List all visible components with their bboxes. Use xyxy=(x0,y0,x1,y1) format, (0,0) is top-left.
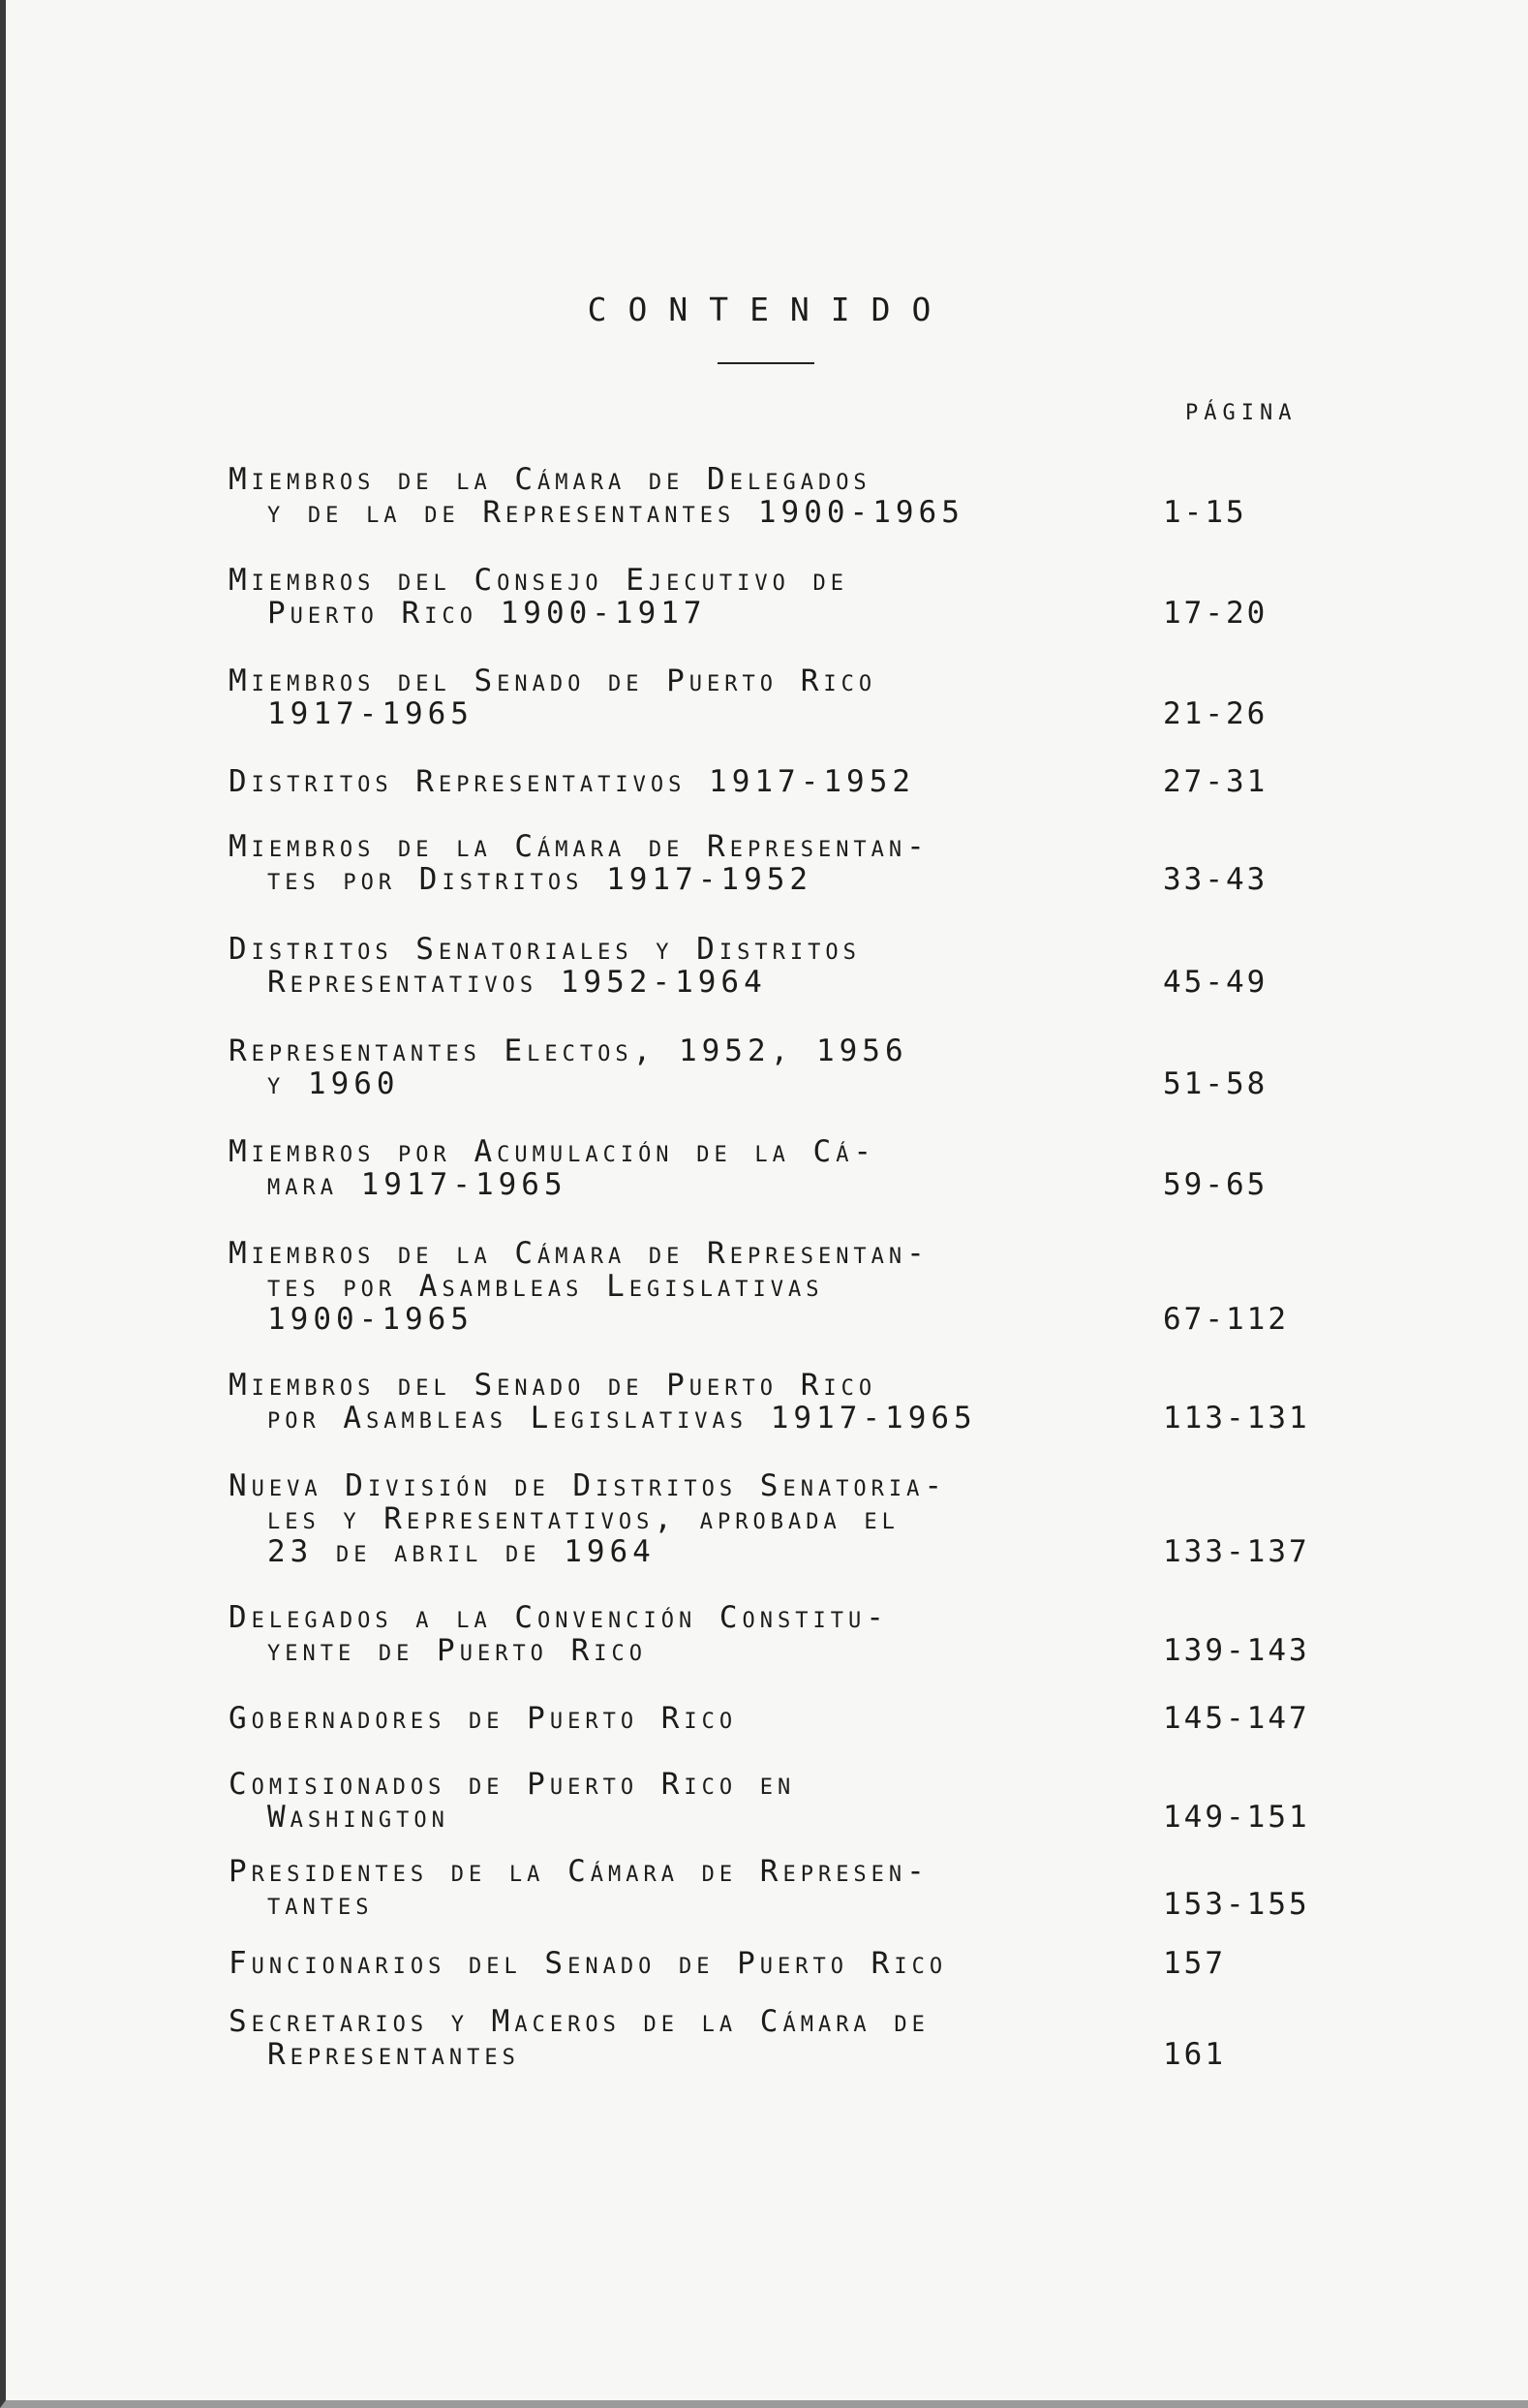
toc-entry-text: Miembros de la Cámara de Representan- xyxy=(229,1236,930,1271)
toc-entry-page: 113-131 xyxy=(1163,1401,1310,1436)
toc-entry xyxy=(229,1469,1323,1568)
toc-entry-text: 1900-1965 xyxy=(267,1302,474,1337)
toc-entry-text: yente de Puerto Rico xyxy=(267,1633,647,1668)
toc-entry-text: Miembros del Consejo Ejecutivo de xyxy=(229,563,849,598)
toc-entry-text: Gobernadores de Puerto Rico xyxy=(229,1701,738,1736)
toc-entry-page: 51-58 xyxy=(1163,1066,1268,1101)
toc-entry-page: 1-15 xyxy=(1163,495,1247,530)
toc-entry-page: 59-65 xyxy=(1163,1167,1268,1202)
toc-entry-text: Comisionados de Puerto Rico en xyxy=(229,1767,796,1802)
toc-entry-text: Miembros de la Cámara de Representan- xyxy=(229,829,930,864)
toc-entry xyxy=(229,1601,1323,1667)
toc-entry-text: Washington xyxy=(267,1800,449,1835)
toc-entry-text: Miembros del Senado de Puerto Rico xyxy=(229,1368,877,1403)
toc-entry-text: Representativos 1952-1964 xyxy=(267,965,767,1000)
toc-entry-page: 27-31 xyxy=(1163,764,1268,799)
toc-entry xyxy=(229,1369,1323,1435)
toc-entry-page: 149-151 xyxy=(1163,1800,1310,1835)
toc-entry-page: 45-49 xyxy=(1163,965,1268,1000)
toc-entry-page: 33-43 xyxy=(1163,862,1268,897)
toc-entry-text: Miembros de la Cámara de Delegados xyxy=(229,462,871,497)
toc-entry xyxy=(229,463,1323,529)
toc-entry-text: Nueva División de Distritos Senatoria- xyxy=(229,1468,948,1503)
toc-entry-page: 67-112 xyxy=(1163,1302,1289,1337)
toc-entry-text: Representantes xyxy=(267,2037,520,2072)
toc-entry-text: les y Representativos, aprobada el xyxy=(267,1501,900,1536)
toc-entry-page: 157 xyxy=(1163,1946,1226,1981)
toc-entry-text: Secretarios y Maceros de la Cámara de xyxy=(229,2004,930,2039)
toc-entry-page: 139-143 xyxy=(1163,1633,1310,1668)
toc-entry-text: Miembros por Acumulación de la Cá- xyxy=(229,1134,877,1169)
toc-entry-text: y de la de Representantes 1900-1965 xyxy=(267,495,964,530)
toc-entry-text: mara 1917-1965 xyxy=(267,1167,567,1202)
toc-entry xyxy=(229,1034,1323,1100)
toc-entry xyxy=(229,933,1323,999)
toc-entry xyxy=(229,664,1323,730)
toc-entry-text: tes por Asambleas Legislativas xyxy=(267,1269,824,1304)
toc-entry-text: Funcionarios del Senado de Puerto Rico xyxy=(229,1946,948,1981)
toc-entry-text: y 1960 xyxy=(267,1066,400,1101)
toc-entry xyxy=(229,830,1323,896)
toc-entry xyxy=(229,1702,1323,1735)
toc-entry-page: 145-147 xyxy=(1163,1701,1310,1736)
toc-entry-page: 17-20 xyxy=(1163,596,1268,631)
toc-entry xyxy=(229,564,1323,630)
toc-entry xyxy=(229,1768,1323,1834)
toc-entry-text: Delegados a la Convención Constitu- xyxy=(229,1600,889,1635)
toc-entry-text: por Asambleas Legislativas 1917-1965 xyxy=(267,1401,977,1436)
page-column-header: PÁGINA xyxy=(1185,401,1298,425)
toc-entry-text: Puerto Rico 1900-1917 xyxy=(267,596,707,631)
toc-entry-page: 161 xyxy=(1163,2037,1226,2072)
toc-entry xyxy=(229,765,1323,798)
toc-entry-text: tes por Distritos 1917-1952 xyxy=(267,862,813,897)
toc-entry-text: 1917-1965 xyxy=(267,696,474,731)
toc-entry xyxy=(229,1855,1323,1921)
toc-entry xyxy=(229,1947,1323,1980)
toc-entry xyxy=(229,2005,1323,2071)
toc-entry-text: 23 de abril de 1964 xyxy=(267,1534,656,1569)
toc-entry-page: 21-26 xyxy=(1163,696,1268,731)
toc-entry-text: Distritos Representativos 1917-1952 xyxy=(229,764,916,799)
toc-entry-text: Presidentes de la Cámara de Represen- xyxy=(229,1854,930,1889)
title-underline xyxy=(718,362,814,364)
toc-entry xyxy=(229,1237,1323,1336)
toc-entry-page: 153-155 xyxy=(1163,1887,1310,1922)
toc-entry-text: Miembros del Senado de Puerto Rico xyxy=(229,664,877,698)
toc-entry-text: Distritos Senatoriales y Distritos xyxy=(229,932,861,967)
page-title: CONTENIDO xyxy=(587,291,953,328)
toc-entry xyxy=(229,1135,1323,1201)
toc-entry-text: Representantes Electos, 1952, 1956 xyxy=(229,1034,908,1068)
toc-entry-page: 133-137 xyxy=(1163,1534,1310,1569)
toc-entry-text: tantes xyxy=(267,1887,374,1922)
